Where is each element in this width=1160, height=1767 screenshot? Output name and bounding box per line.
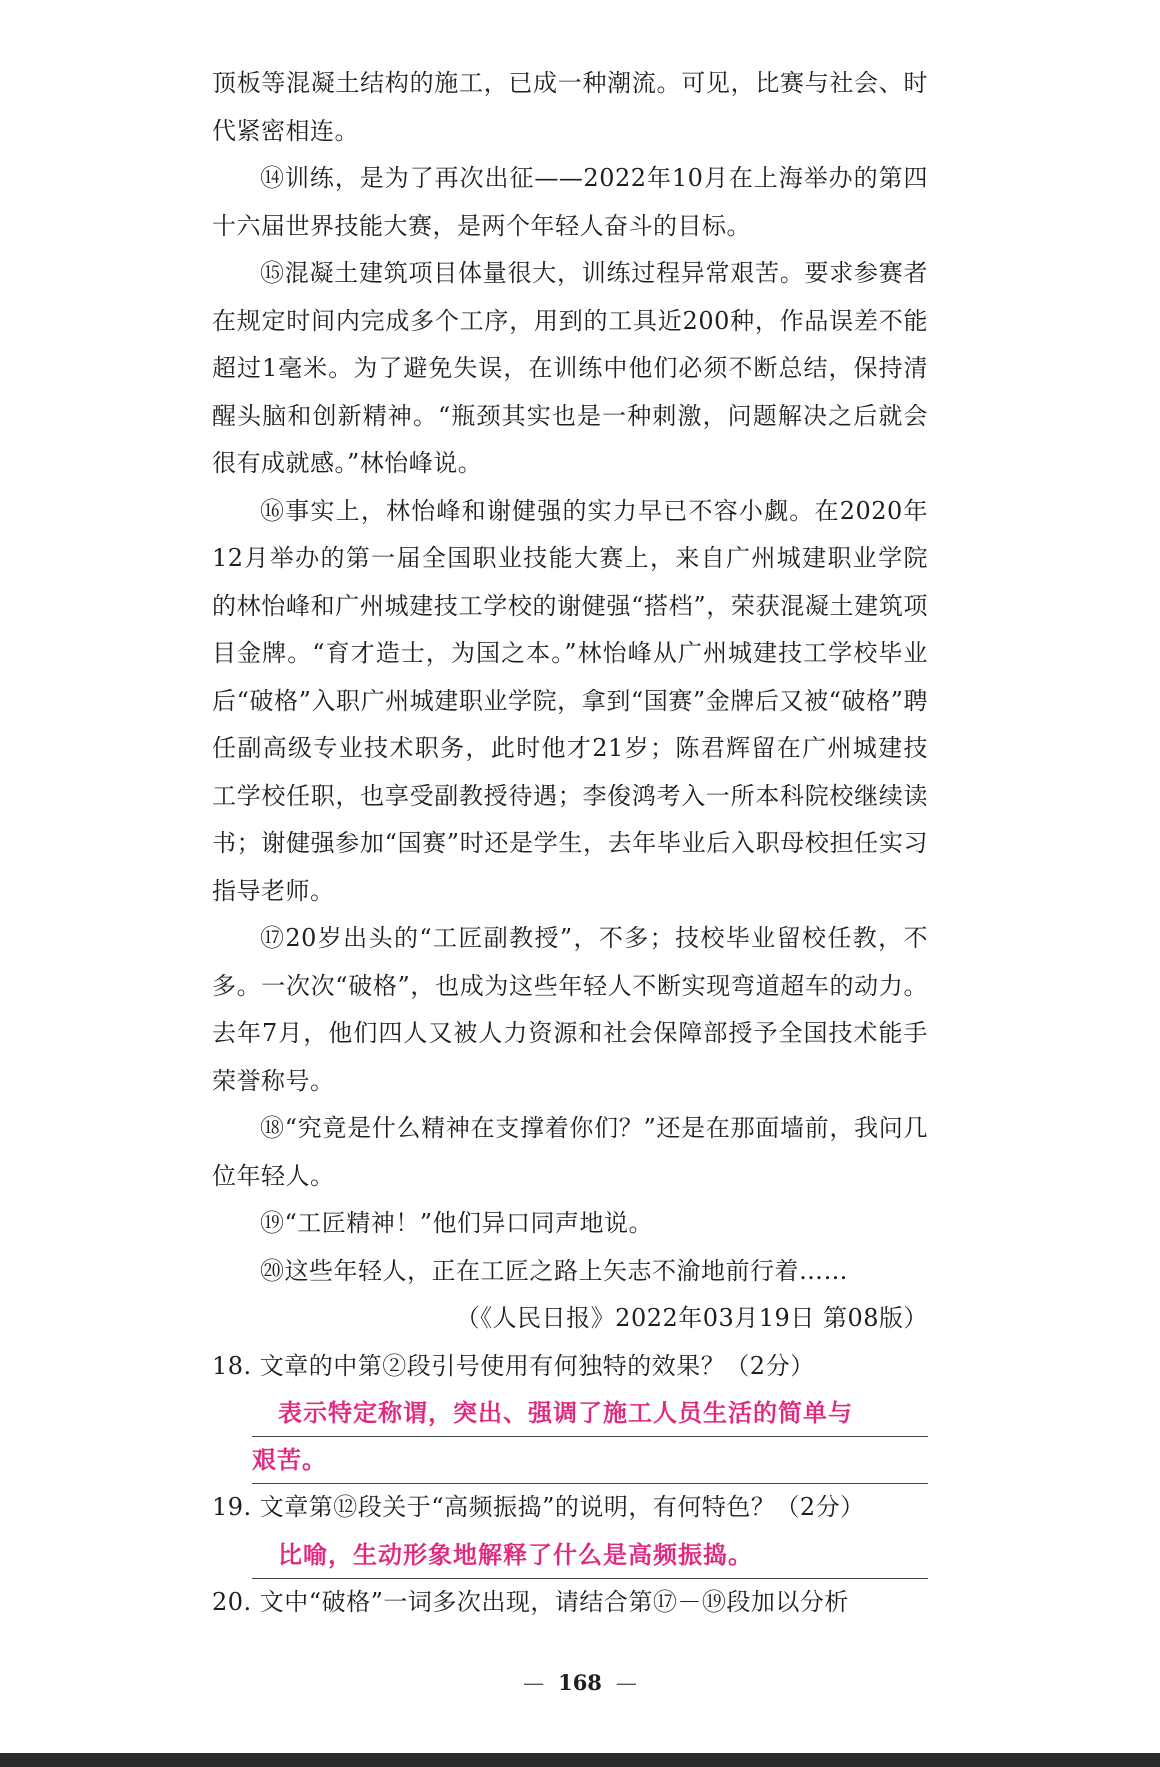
answer-line: 比喻，生动形象地解释了什么是高频振捣。 [252,1532,928,1579]
page-number-dash: — [615,1671,637,1695]
question-20 [212,1579,928,1627]
article-paragraph: ⑲“工匠精神！”他们异口同声地说。 [260,1209,654,1237]
text-column [212,60,928,1626]
bottom-bar [0,1753,1160,1767]
article-paragraph: ⑳这些年轻人，正在工匠之路上矢志不渝地前行着…… [260,1256,848,1285]
article-body [212,60,928,1295]
answer-box [252,1390,928,1484]
answer-box [252,1532,928,1579]
question-18 [212,1343,928,1485]
article-paragraph: ⑰20岁出头的“工匠副教授”，不多；技校毕业留校任教，不多。一次次“破格”，也成为这些年轻人不断实现弯道超车的动力。去年7月，他们四人又被人力资源和社会保障部授予全国技术能手荣誉称号。 [212,924,928,1095]
page-number [0,1670,1160,1695]
answer-line: 表示特定称谓，突出、强调了施工人员生活的简单与 [252,1390,928,1437]
article-paragraph: ⑮混凝土建筑项目体量很大，训练过程异常艰苦。要求参赛者在规定时间内完成多个工序，用到的工具近200种，作品误差不能超过1毫米。为了避免失误，在训练中他们必须不断总结，保持清醒头脑和创新精神。“瓶颈其实也是一种刺激，问题解决之后就会很有成就感。”林怡峰说。 [212,259,928,477]
question-text: 19. 文章第⑫段关于“高频振捣”的说明，有何特色？（2分） [212,1493,865,1521]
page-number-value: 168 [558,1670,602,1695]
question-text: 18. 文章的中第②段引号使用有何独特的效果？（2分） [212,1351,815,1380]
article-paragraph: ⑯事实上，林怡峰和谢健强的实力早已不容小觑。在2020年12月举办的第一届全国职业技能大赛上，来自广州城建职业学院的林怡峰和广州城建技工学校的谢健强“搭档”，荣获混凝土建筑项目金牌。“育才造士，为国之本。”林怡峰从广州城建技工学校毕业后“破格”入职广州城建职业学院，拿到“国赛”金牌后又被“破格”聘任副高级专业技术职务，此时他才21岁；陈君辉留在广州城建技工学校任职，也享受副教授待遇；李俊鸿考入一所本科院校继续读书；谢健强参加“国赛”时还是学生，去年毕业后入职母校担任实习指导老师。 [212,496,928,905]
page-number-dash: — [523,1671,545,1695]
question-text: 20. 文中“破格”一词多次出现，请结合第⑰－⑲段加以分析 [212,1587,849,1616]
article-paragraph: ⑱“究竟是什么精神在支撑着你们？”还是在那面墙前，我问几位年轻人。 [212,1114,928,1190]
question-19 [212,1484,928,1579]
answer-line: 艰苦。 [252,1437,928,1484]
article-source: （《人民日报》2022年03月19日 第08版） [455,1304,928,1332]
article-paragraph: ⑭训练，是为了再次出征——2022年10月在上海举办的第四十六届世界技能大赛，是两个年轻人奋斗的目标。 [212,164,928,240]
article-paragraph: 顶板等混凝土结构的施工，已成一种潮流。可见，比赛与社会、时代紧密相连。 [212,69,928,145]
